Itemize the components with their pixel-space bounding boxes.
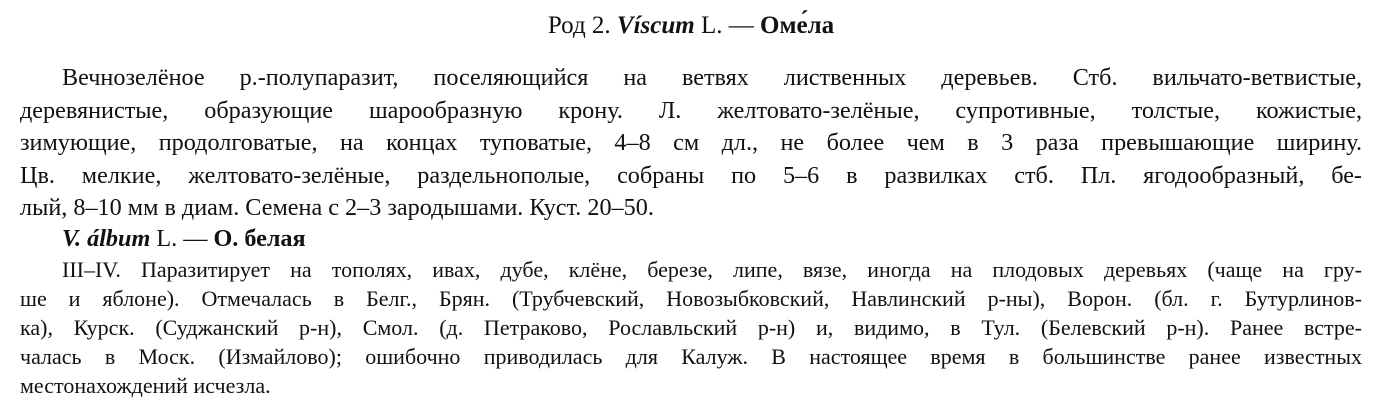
genus-description (20, 62, 1362, 225)
species-description-line: III–IV. Паразитирует на тополях, ивах, дубе, клёне, березе, липе, вязе, иногда на плодовых деревьях (чаще на гру- (62, 256, 1362, 282)
species-latin-name: V. álbum (62, 224, 151, 252)
species-description-line: ше и яблоне). Отмечалась в Белг., Брян. (Трубчевский, Новозыбковский, Навлинский р-ны), Ворон. (бл. г. Бутурлинов- (20, 285, 1362, 311)
species-description-line: ка), Курск. (Суджанский р-н), Смол. (д. Петраково, Рославльский р-н) и, видимо, в Тул. (Белевский р-н). Ранее встре- (20, 314, 1362, 340)
species-author: L. — (150, 224, 214, 252)
genus-description-line: Цв. мелкие, желтовато-зелёные, раздельнополые, собраны по 5–6 в развилках стб. Пл. ягодообразный, бе- (20, 161, 1362, 189)
species-description (20, 255, 1362, 400)
genus-heading (20, 8, 1362, 44)
genus-description-line: зимующие, продолговатые, на концах туповатые, 4–8 см дл., не более чем в 3 раза превышающие ширину. (20, 129, 1362, 157)
genus-author: L. — (694, 12, 760, 39)
species-description-line: местонахождений исчезла. (20, 372, 271, 398)
species-description-line: чалась в Моск. (Измайлово); ошибочно приводилась для Калуж. В настоящее время в большинстве ранее известных (20, 343, 1362, 369)
genus-description-line: деревянистые, образующие шарообразную крону. Л. желтовато-зелёные, супротивные, толстые, кожистые, (20, 96, 1362, 124)
genus-latin-name: Víscum (616, 12, 695, 39)
species-russian-name: О. белая (213, 224, 306, 252)
genus-russian-name: Оме́ла (760, 12, 835, 39)
genus-prefix: Род 2. (547, 12, 617, 39)
genus-description-line: Вечнозелёное р.-полупаразит, поселяющийся на ветвях лиственных деревьев. Стб. вильчато-ветвистые, (62, 64, 1362, 91)
genus-description-line: лый, 8–10 мм в диам. Семена с 2–3 зародышами. Куст. 20–50. (20, 194, 654, 222)
species-heading (20, 225, 1362, 253)
